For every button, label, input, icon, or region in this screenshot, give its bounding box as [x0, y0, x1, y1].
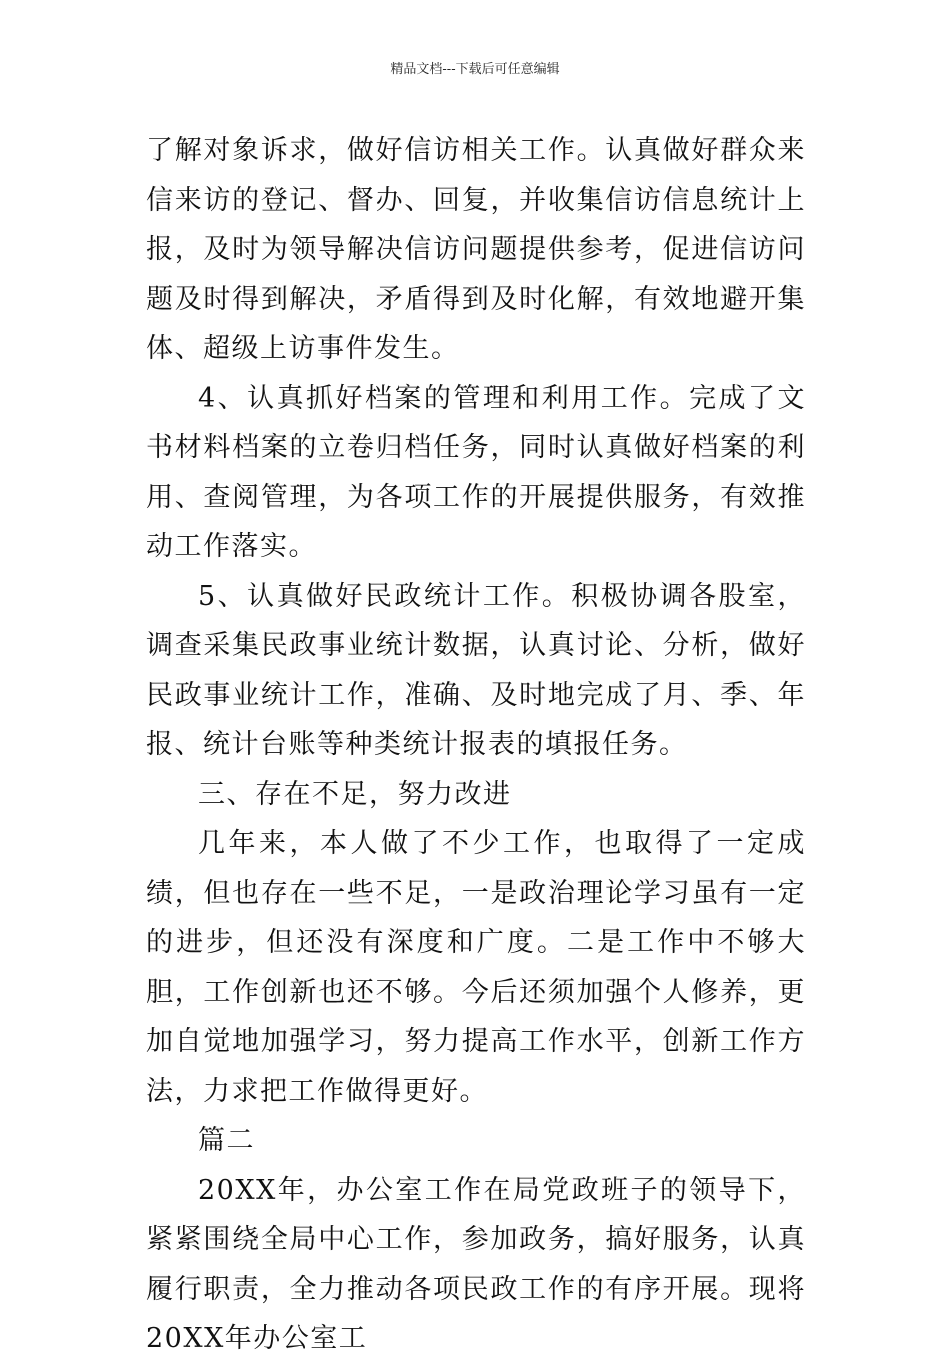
document-body [146, 126, 806, 1364]
paragraph-1: 了解对象诉求，做好信访相关工作。认真做好群众来信来访的登记、督办、回复，并收集信访信息统计上报，及时为领导解决信访问题提供参考，促进信访问题及时得到解决，矛盾得到及时化解，有效地避开集体、超级上访事件发生。 [146, 135, 806, 364]
paragraph-4: 几年来，本人做了不少工作，也取得了一定成绩，但也存在一些不足，一是政治理论学习虽有一定的进步，但还没有深度和广度。二是工作中不够大胆，工作创新也还不够。今后还须加强个人修养，更加自觉地加强学习，努力提高工作水平，创新工作方法，力求把工作做得更好。 [146, 828, 806, 1107]
paragraph-5: 20XX年，办公室工作在局党政班子的领导下，紧紧围绕全局中心工作，参加政务，搞好服务，认真履行职责，全力推动各项民政工作的有序开展。现将20XX年办公室工 [146, 1174, 806, 1354]
chapter-heading: 篇二 [198, 1125, 255, 1156]
paragraph-2: 4、认真抓好档案的管理和利用工作。完成了文书材料档案的立卷归档任务，同时认真做好档案的利用、查阅管理，为各项工作的开展提供服务，有效推动工作落实。 [146, 382, 806, 562]
page-header: 精品文档---下载后可任意编辑 [390, 62, 560, 77]
paragraph-3: 5、认真做好民政统计工作。积极协调各股室，调查采集民政事业统计数据，认真讨论、分析，做好民政事业统计工作，准确、及时地完成了月、季、年报、统计台账等种类统计报表的填报任务。 [146, 580, 806, 760]
section-heading: 三、存在不足，努力改进 [198, 778, 512, 810]
